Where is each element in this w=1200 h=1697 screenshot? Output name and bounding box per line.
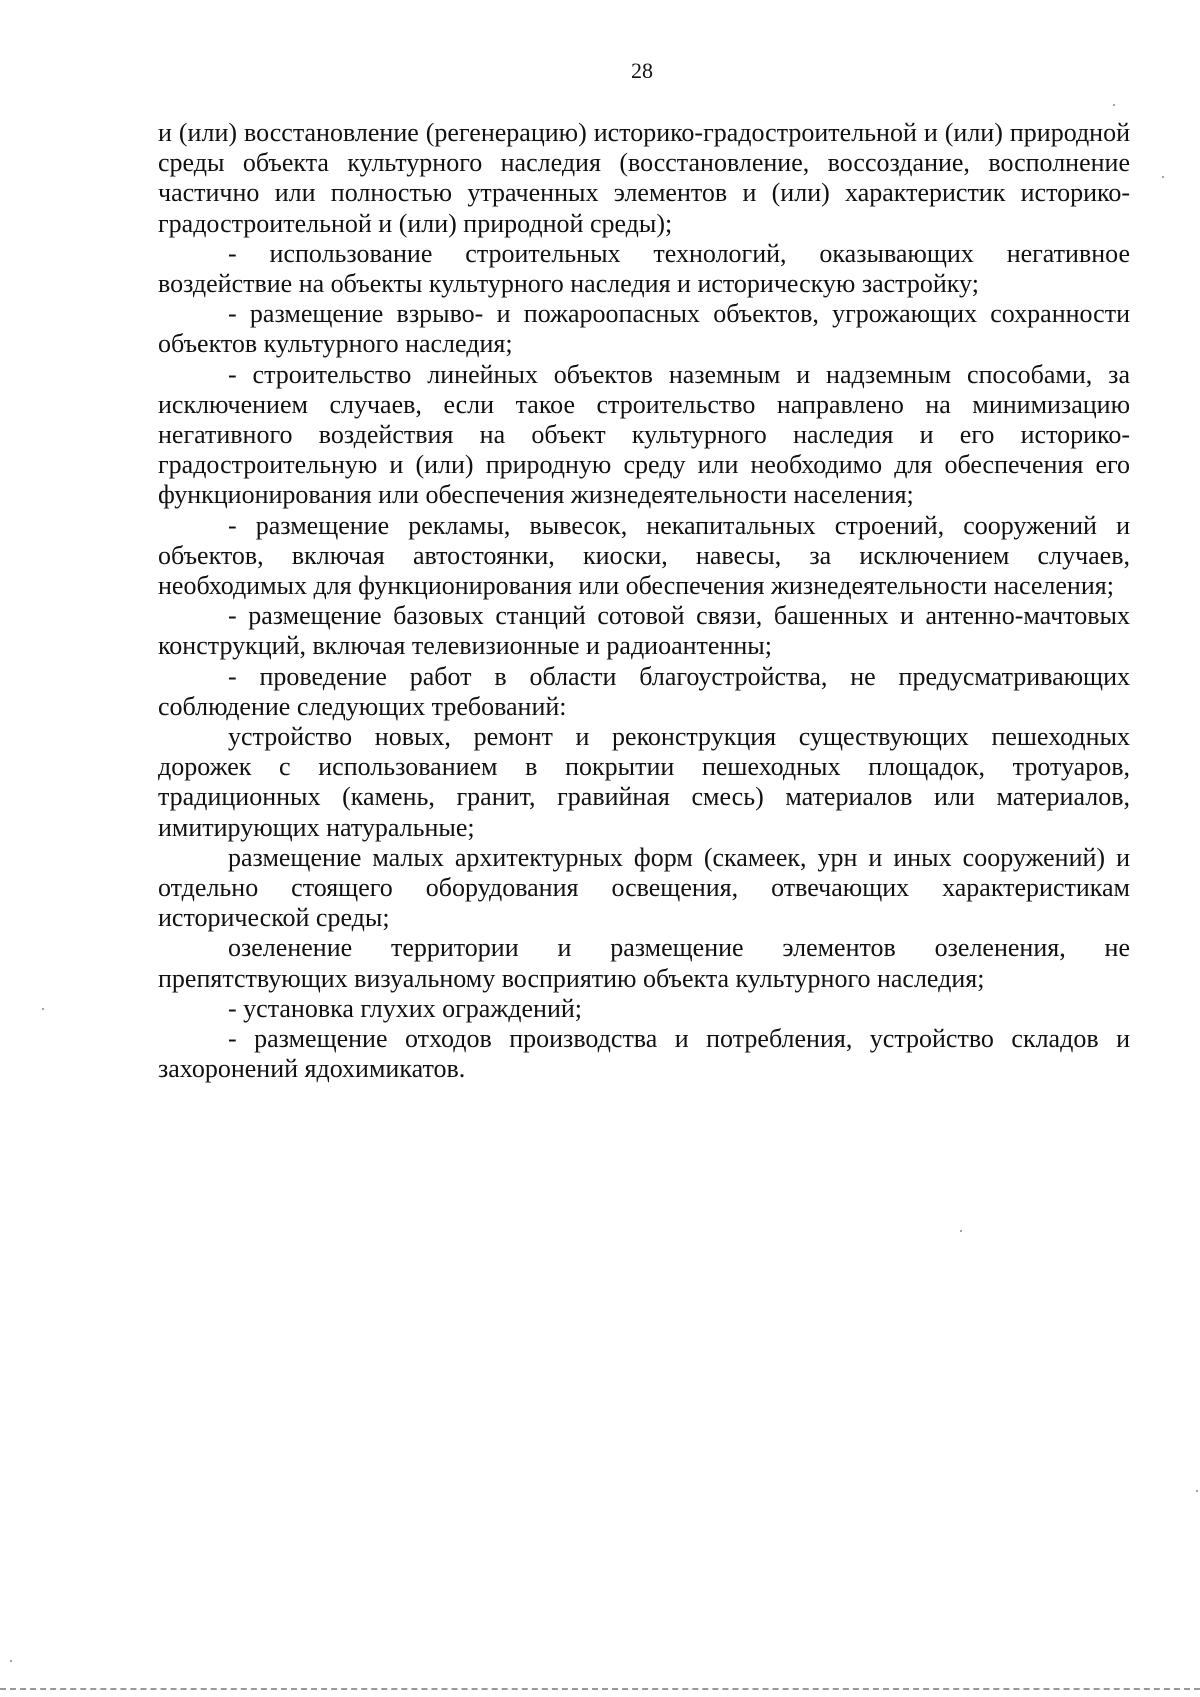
- paragraph: - строительство линейных объектов наземным и надземным способами, за исключением случаев, если такое строительство направлено на минимизацию негативного воздействия на объект культурного наследия и его историко-градостроительную и (или) природную среду или необходимо для обеспечения его функционирования или обеспечения жизнедеятельности населения;: [158, 359, 1130, 510]
- paragraph: размещение малых архитектурных форм (скамеек, урн и иных сооружений) и отдельно стоящего оборудования освещения, отвечающих характеристикам исторической среды;: [158, 842, 1130, 933]
- scan-speck: [10, 1660, 12, 1662]
- paragraph: - размещение отходов производства и потребления, устройство складов и захоронений ядохимикатов.: [158, 1024, 1130, 1084]
- page-number: 28: [631, 58, 653, 83]
- paragraph: озеленение территории и размещение элементов озеленения, не препятствующих визуальному восприятию объекта культурного наследия;: [158, 933, 1130, 993]
- paragraph: - использование строительных технологий, оказывающих негативное воздействие на объекты культурного наследия и историческую застройку;: [158, 238, 1130, 299]
- scan-speck: [1162, 176, 1164, 178]
- document-body: [158, 118, 1130, 1085]
- scan-edge-line: [0, 1688, 1200, 1690]
- paragraph: - размещение взрыво- и пожароопасных объектов, угрожающих сохранности объектов культурного наследия;: [158, 299, 1130, 359]
- paragraph: устройство новых, ремонт и реконструкция существующих пешеходных дорожек с использованием в покрытии пешеходных площадок, тротуаров, традиционных (камень, гранит, гравийная смесь) материалов или материалов, имитирующих натуральные;: [158, 722, 1130, 842]
- paragraph: - размещение базовых станций сотовой связи, башенных и антенно-мачтовых конструкций, включая телевизионные и радиоантенны;: [158, 601, 1130, 661]
- paragraph: - размещение рекламы, вывесок, некапитальных строений, сооружений и объектов, включая автостоянки, киоски, навесы, за исключением случаев, необходимых для функционирования или обеспечения жизнедеятельности населения;: [158, 510, 1130, 601]
- paragraph: и (или) восстановление (регенерацию) историко-градостроительной и (или) природной среды объекта культурного наследия (восстановление, воссоздание, восполнение частично или полностью утраченных элементов и (или) характеристик историко-градостроительной и (или) природной среды);: [158, 118, 1130, 238]
- scan-speck: [1196, 1490, 1198, 1492]
- scan-speck: [42, 1008, 44, 1010]
- paragraph: - установка глухих ограждений;: [228, 993, 583, 1023]
- scan-speck: [960, 1230, 962, 1232]
- paragraph: - проведение работ в области благоустройства, не предусматривающих соблюдение следующих требований:: [158, 661, 1130, 721]
- scan-speck: [1113, 104, 1115, 106]
